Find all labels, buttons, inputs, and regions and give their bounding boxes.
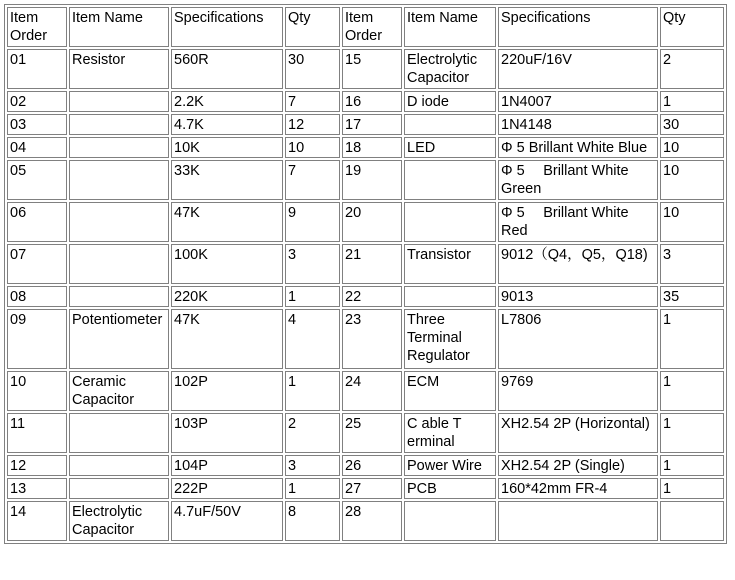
specifications-cell: 103P xyxy=(171,413,283,453)
item-name-cell: D iode xyxy=(404,91,496,112)
table-row xyxy=(7,91,724,112)
table-row xyxy=(7,49,724,89)
qty-cell: 1 xyxy=(285,478,340,499)
specifications-cell: 4.7uF/50V xyxy=(171,501,283,541)
qty-cell: 10 xyxy=(660,202,724,242)
qty-cell: 1 xyxy=(660,455,724,476)
header-qty-right: Qty xyxy=(660,7,724,47)
item-name-cell xyxy=(69,413,169,453)
specifications-cell: 160*42mm FR-4 xyxy=(498,478,658,499)
item-name-cell xyxy=(404,114,496,135)
specifications-cell: XH2.54 2P (Single) xyxy=(498,455,658,476)
item-name-cell xyxy=(69,160,169,200)
item-name-cell xyxy=(69,286,169,307)
item-order-cell: 16 xyxy=(342,91,402,112)
qty-cell: 12 xyxy=(285,114,340,135)
qty-cell: 3 xyxy=(285,455,340,476)
item-order-cell: 17 xyxy=(342,114,402,135)
item-name-cell xyxy=(404,202,496,242)
specifications-cell: 47K xyxy=(171,309,283,369)
item-order-cell: 25 xyxy=(342,413,402,453)
item-order-cell: 13 xyxy=(7,478,67,499)
qty-cell: 2 xyxy=(660,49,724,89)
item-order-cell: 15 xyxy=(342,49,402,89)
qty-cell: 1 xyxy=(285,371,340,411)
specifications-cell: 10K xyxy=(171,137,283,158)
item-order-cell: 04 xyxy=(7,137,67,158)
item-name-cell: Ceramic Capacitor xyxy=(69,371,169,411)
item-order-cell: 23 xyxy=(342,309,402,369)
item-order-cell: 12 xyxy=(7,455,67,476)
qty-cell: 30 xyxy=(285,49,340,89)
table-row xyxy=(7,501,724,541)
qty-cell xyxy=(660,501,724,541)
table-row xyxy=(7,309,724,369)
qty-cell: 30 xyxy=(660,114,724,135)
item-order-cell: 19 xyxy=(342,160,402,200)
table-row xyxy=(7,455,724,476)
item-name-cell xyxy=(69,455,169,476)
item-name-cell xyxy=(69,244,169,284)
header-specifications-right: Specifications xyxy=(498,7,658,47)
qty-cell: 7 xyxy=(285,91,340,112)
header-item-name-left: Item Name xyxy=(69,7,169,47)
qty-cell: 1 xyxy=(660,371,724,411)
item-order-cell: 27 xyxy=(342,478,402,499)
bill-of-materials-table xyxy=(4,4,727,544)
item-name-cell xyxy=(404,286,496,307)
specifications-cell: 4.7K xyxy=(171,114,283,135)
qty-cell: 1 xyxy=(660,413,724,453)
item-name-cell: Power Wire xyxy=(404,455,496,476)
item-name-cell xyxy=(404,501,496,541)
item-name-cell xyxy=(69,114,169,135)
table-row xyxy=(7,286,724,307)
qty-cell: 1 xyxy=(285,286,340,307)
item-order-cell: 28 xyxy=(342,501,402,541)
specifications-cell: L7806 xyxy=(498,309,658,369)
bom-table-container xyxy=(4,4,727,544)
item-name-cell xyxy=(69,137,169,158)
item-order-cell: 01 xyxy=(7,49,67,89)
specifications-cell: 222P xyxy=(171,478,283,499)
specifications-cell: 47K xyxy=(171,202,283,242)
item-name-cell xyxy=(404,160,496,200)
specifications-cell: 33K xyxy=(171,160,283,200)
specifications-cell: 1N4007 xyxy=(498,91,658,112)
item-order-cell: 26 xyxy=(342,455,402,476)
item-order-cell: 24 xyxy=(342,371,402,411)
qty-cell: 10 xyxy=(285,137,340,158)
header-item-order-left: Item Order xyxy=(7,7,67,47)
item-name-cell: Electrolytic Capacitor xyxy=(69,501,169,541)
item-name-cell: LED xyxy=(404,137,496,158)
specifications-cell: 220uF/16V xyxy=(498,49,658,89)
header-item-order-right: Item Order xyxy=(342,7,402,47)
item-name-cell: C able T erminal xyxy=(404,413,496,453)
item-name-cell: Three Terminal Regulator xyxy=(404,309,496,369)
item-name-cell: Electrolytic Capacitor xyxy=(404,49,496,89)
qty-cell: 3 xyxy=(660,244,724,284)
qty-cell: 2 xyxy=(285,413,340,453)
specifications-cell: XH2.54 2P (Horizontal) xyxy=(498,413,658,453)
item-name-cell: Transistor xyxy=(404,244,496,284)
table-row xyxy=(7,137,724,158)
specifications-cell: 220K xyxy=(171,286,283,307)
specifications-cell: 100K xyxy=(171,244,283,284)
item-name-cell xyxy=(69,91,169,112)
qty-cell: 1 xyxy=(660,309,724,369)
item-name-cell xyxy=(69,478,169,499)
item-order-cell: 10 xyxy=(7,371,67,411)
specifications-cell xyxy=(498,501,658,541)
qty-cell: 10 xyxy=(660,160,724,200)
item-order-cell: 05 xyxy=(7,160,67,200)
table-row xyxy=(7,413,724,453)
qty-cell: 1 xyxy=(660,478,724,499)
specifications-cell: 9012（Q4，Q5，Q18) xyxy=(498,244,658,284)
table-row xyxy=(7,244,724,284)
item-order-cell: 20 xyxy=(342,202,402,242)
item-name-cell: Resistor xyxy=(69,49,169,89)
qty-cell: 1 xyxy=(660,91,724,112)
specifications-cell: Φ 5 Brillant White Red xyxy=(498,202,658,242)
item-order-cell: 09 xyxy=(7,309,67,369)
header-specifications-left: Specifications xyxy=(171,7,283,47)
item-name-cell: Potentiometer xyxy=(69,309,169,369)
table-row xyxy=(7,371,724,411)
table-row xyxy=(7,202,724,242)
specifications-cell: 102P xyxy=(171,371,283,411)
qty-cell: 9 xyxy=(285,202,340,242)
specifications-cell: 2.2K xyxy=(171,91,283,112)
specifications-cell: 104P xyxy=(171,455,283,476)
specifications-cell: Φ 5 Brillant White Blue xyxy=(498,137,658,158)
item-name-cell: ECM xyxy=(404,371,496,411)
qty-cell: 7 xyxy=(285,160,340,200)
item-order-cell: 21 xyxy=(342,244,402,284)
item-order-cell: 08 xyxy=(7,286,67,307)
item-order-cell: 18 xyxy=(342,137,402,158)
item-order-cell: 14 xyxy=(7,501,67,541)
item-order-cell: 06 xyxy=(7,202,67,242)
item-order-cell: 22 xyxy=(342,286,402,307)
item-order-cell: 02 xyxy=(7,91,67,112)
header-qty-left: Qty xyxy=(285,7,340,47)
qty-cell: 8 xyxy=(285,501,340,541)
item-order-cell: 11 xyxy=(7,413,67,453)
specifications-cell: Φ 5 Brillant White Green xyxy=(498,160,658,200)
item-order-cell: 03 xyxy=(7,114,67,135)
table-row xyxy=(7,114,724,135)
header-item-name-right: Item Name xyxy=(404,7,496,47)
item-name-cell xyxy=(69,202,169,242)
item-order-cell: 07 xyxy=(7,244,67,284)
qty-cell: 35 xyxy=(660,286,724,307)
qty-cell: 4 xyxy=(285,309,340,369)
specifications-cell: 9769 xyxy=(498,371,658,411)
specifications-cell: 560R xyxy=(171,49,283,89)
specifications-cell: 1N4148 xyxy=(498,114,658,135)
qty-cell: 10 xyxy=(660,137,724,158)
qty-cell: 3 xyxy=(285,244,340,284)
item-name-cell: PCB xyxy=(404,478,496,499)
table-row xyxy=(7,160,724,200)
table-row xyxy=(7,478,724,499)
specifications-cell: 9013 xyxy=(498,286,658,307)
header-row xyxy=(7,7,724,47)
